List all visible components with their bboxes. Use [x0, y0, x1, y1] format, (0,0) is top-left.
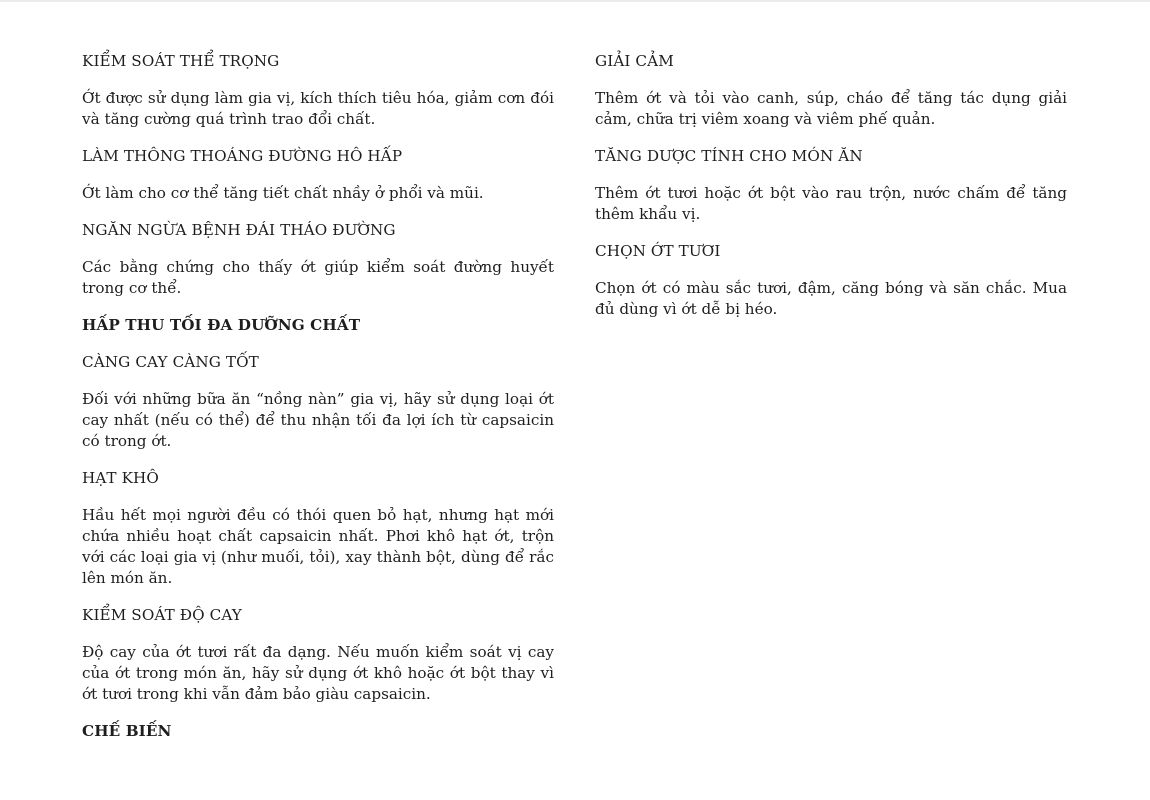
paragraph-cold-relief: Thêm ớt và tỏi vào canh, súp, cháo để tăng tác dụng giải cảm, chữa trị viêm xoang và viêm phế quản. — [595, 89, 1067, 128]
paragraph-spice-control: Độ cay của ớt tươi rất đa dạng. Nếu muốn kiểm soát vị cay của ớt trong món ăn, hãy sử dụng ớt khô hoặc ớt bột thay vì ớt tươi trong khi vẫn đảm bảo giàu capsaicin. — [82, 643, 554, 703]
subheading-enhance-dishes: TĂNG DƯỢC TÍNH CHO MÓN ĂN — [595, 147, 863, 165]
left-column — [82, 51, 554, 758]
subheading-diabetes: NGĂN NGỪA BỆNH ĐÁI THÁO ĐƯỜNG — [82, 221, 396, 239]
subheading-spicier-better: CÀNG CAY CÀNG TỐT — [82, 353, 259, 371]
paragraph-choose-fresh: Chọn ớt có màu sắc tươi, đậm, căng bóng và săn chắc. Mua đủ dùng vì ớt dễ bị héo. — [595, 279, 1067, 318]
subheading-weight-control: KIỂM SOÁT THỂ TRỌNG — [82, 52, 280, 70]
paragraph-weight-control: Ớt được sử dụng làm gia vị, kích thích tiêu hóa, giảm cơn đói và tăng cường quá trình trao đổi chất. — [82, 89, 554, 128]
subheading-respiratory: LÀM THÔNG THOÁNG ĐƯỜNG HÔ HẤP — [82, 147, 403, 165]
section-heading-absorption: HẤP THU TỐI ĐA DƯỠNG CHẤT — [82, 316, 361, 334]
paragraph-diabetes: Các bằng chứng cho thấy ớt giúp kiểm soát đường huyết trong cơ thể. — [82, 258, 554, 297]
paragraph-enhance-dishes: Thêm ớt tươi hoặc ớt bột vào rau trộn, nước chấm để tăng thêm khẩu vị. — [595, 184, 1067, 223]
right-column — [595, 51, 1067, 336]
subheading-choose-fresh: CHỌN ỚT TƯƠI — [595, 242, 721, 260]
paragraph-dry-seeds: Hầu hết mọi người đều có thói quen bỏ hạt, nhưng hạt mới chứa nhiều hoạt chất capsaicin nhất. Phơi khô hạt ớt, trộn với các loại gia vị (như muối, tỏi), xay thành bột, dùng để rắc lên món ăn. — [82, 506, 554, 587]
subheading-cold-relief: GIẢI CẢM — [595, 52, 674, 70]
top-divider — [0, 0, 1150, 2]
section-heading-cooking: CHẾ BIẾN — [82, 722, 172, 740]
paragraph-spicier-better: Đối với những bữa ăn “nồng nàn” gia vị, hãy sử dụng loại ớt cay nhất (nếu có thể) để thu nhận tối đa lợi ích từ capsaicin có trong ớt. — [82, 390, 554, 450]
paragraph-respiratory: Ớt làm cho cơ thể tăng tiết chất nhầy ở phổi và mũi. — [82, 184, 484, 202]
subheading-dry-seeds: HẠT KHÔ — [82, 469, 159, 487]
subheading-spice-control: KIỂM SOÁT ĐỘ CAY — [82, 606, 242, 624]
